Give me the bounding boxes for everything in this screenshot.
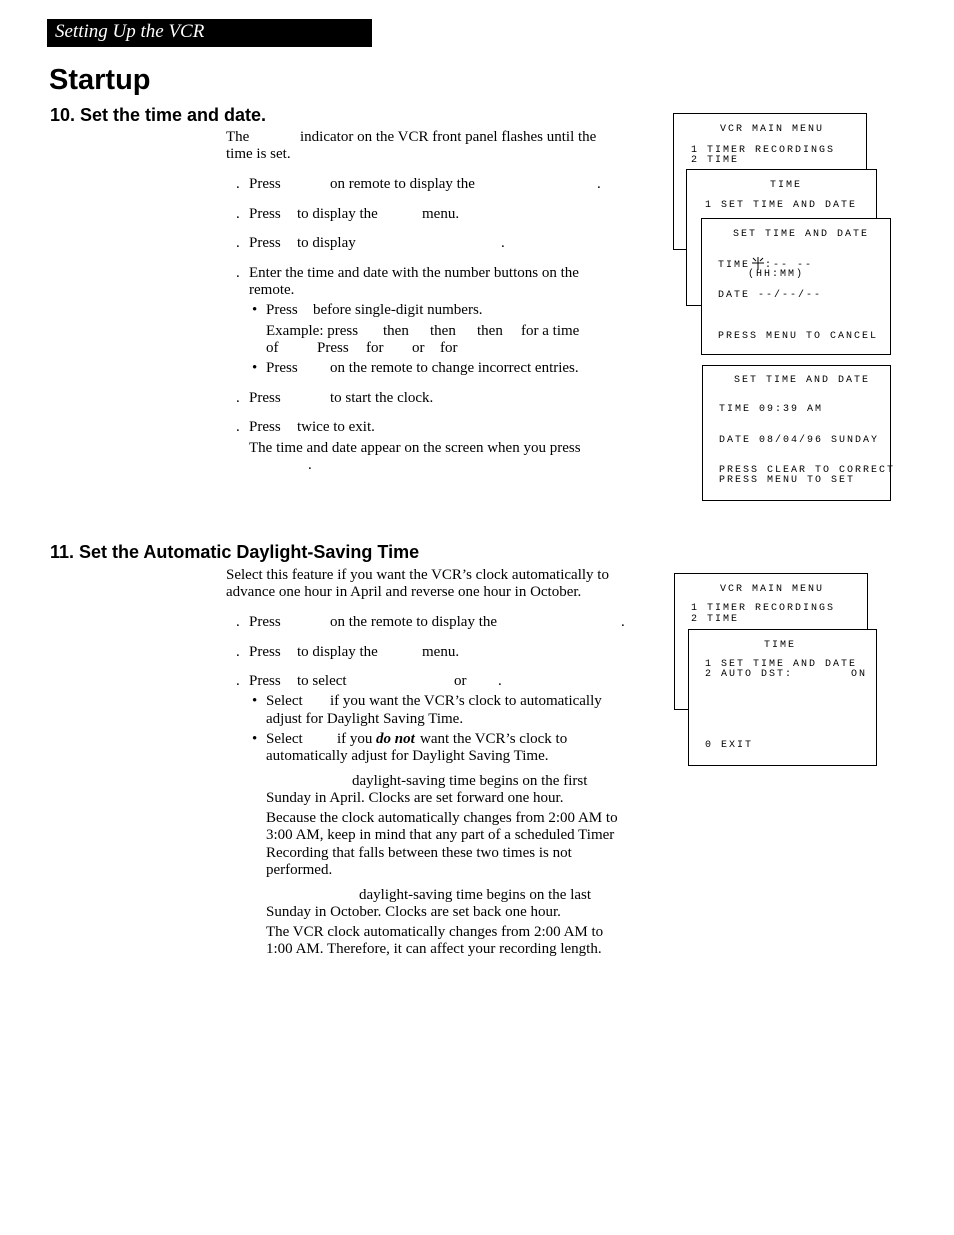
- bullet-text: automatically adjust for Daylight Saving Time.: [266, 748, 549, 764]
- step-text: Press: [249, 644, 281, 660]
- note-text: daylight-saving time begins on the last: [359, 887, 592, 903]
- note-text: Because the clock automatically changes from 2:00 AM to: [266, 810, 618, 826]
- step-text: Enter the time and date with the number buttons on the: [249, 265, 579, 281]
- step-text: to display the: [297, 644, 378, 660]
- screen-title: TIME: [764, 640, 797, 651]
- note-text: The VCR clock automatically changes from 2:00 AM to: [266, 924, 604, 940]
- step-text: .: [597, 176, 601, 192]
- intro-word: The: [226, 129, 250, 145]
- bullet: •: [252, 360, 258, 376]
- step-text: to start the clock.: [330, 390, 434, 406]
- screen-title: TIME: [770, 180, 803, 191]
- example-text: then: [477, 323, 503, 339]
- bullet-text: Press: [266, 302, 298, 318]
- step-text: to display: [297, 235, 356, 251]
- note-text: daylight-saving time begins on the first: [352, 773, 588, 789]
- bullet-text: want the VCR’s clock to: [420, 731, 568, 747]
- step-dot: .: [236, 673, 240, 689]
- step-text: Press: [249, 235, 281, 251]
- bullet-text: before single-digit numbers.: [313, 302, 483, 318]
- menu-option: 1 SET TIME AND DATE: [705, 659, 858, 670]
- example-text: then: [430, 323, 456, 339]
- step-note: .: [308, 457, 312, 473]
- time-field: TIME 09:39 AM: [719, 404, 824, 415]
- screen-title: SET TIME AND DATE: [733, 229, 870, 240]
- step-text: menu.: [422, 206, 460, 222]
- note-text: performed.: [266, 862, 333, 878]
- page-title: Startup: [49, 64, 151, 96]
- example-text: for a time: [521, 323, 580, 339]
- dst-value: ON: [851, 669, 868, 680]
- step-text: .: [498, 673, 502, 689]
- section-header-text: Setting Up the VCR: [55, 21, 205, 42]
- note-text: Recording that falls between these two times is not: [266, 845, 572, 861]
- step-text: .: [501, 235, 505, 251]
- bullet-text: Press: [266, 360, 298, 376]
- step-text: Press: [249, 390, 281, 406]
- menu-option: 1 TIMER RECORDINGS: [691, 603, 836, 614]
- example-text: of: [266, 340, 279, 356]
- date-field: DATE --/--/--: [718, 290, 823, 301]
- step11-heading: 11. Set the Automatic Daylight-Saving Time: [50, 542, 420, 562]
- time-label: TIME: [718, 260, 751, 271]
- step10-heading: 10. Set the time and date.: [50, 105, 267, 125]
- intro-line2: time is set.: [226, 146, 291, 162]
- step-text: menu.: [422, 644, 460, 660]
- date-field: DATE 08/04/96 SUNDAY: [719, 435, 880, 446]
- intro-line1: Select this feature if you want the VCR’s clock automatically to: [226, 567, 609, 583]
- intro-line1: indicator on the VCR front panel flashes until the: [300, 129, 597, 145]
- time-value: :-- --: [765, 260, 814, 271]
- screen-footer: PRESS MENU TO CANCEL: [718, 331, 879, 342]
- step-dot: .: [236, 390, 240, 406]
- step-dot: .: [236, 644, 240, 660]
- bullet-text: on the remote to change incorrect entries.: [330, 360, 579, 376]
- step-dot: .: [236, 614, 240, 630]
- bullet-text: adjust for Daylight Saving Time.: [266, 711, 464, 727]
- step-text: or: [454, 673, 467, 689]
- bullet: •: [252, 693, 258, 709]
- set-time-blank-screen: [701, 218, 891, 355]
- step-text: remote.: [249, 282, 295, 298]
- step-text: Press: [249, 206, 281, 222]
- screen-footer: PRESS MENU TO SET: [719, 475, 856, 486]
- step-dot: .: [236, 265, 240, 281]
- step-text: on remote to display the: [330, 176, 475, 192]
- menu-option: 1 TIMER RECORDINGS: [691, 145, 836, 156]
- example-text: Example: press: [266, 323, 359, 339]
- intro-line2: advance one hour in April and reverse one hour in October.: [226, 584, 582, 600]
- time-menu-screen: [688, 629, 877, 766]
- bullet-text: if you: [337, 731, 373, 747]
- step-dot: .: [236, 176, 240, 192]
- bullet-emphasis: do not: [376, 731, 415, 747]
- step-dot: .: [236, 206, 240, 222]
- step-text: Press: [249, 673, 281, 689]
- example-text: then: [383, 323, 409, 339]
- time-hint: (HH:MM): [748, 269, 805, 280]
- note-text: 1:00 AM. Therefore, it can affect your recording length.: [266, 941, 602, 957]
- menu-option: 2 TIME: [691, 614, 740, 625]
- step-text: Press: [249, 176, 281, 192]
- step-text: on the remote to display the: [330, 614, 498, 630]
- menu-option: 2 TIME: [691, 155, 740, 166]
- exit-option: 0 EXIT: [705, 740, 754, 751]
- example-text: for: [440, 340, 458, 356]
- bullet-text: Select: [266, 693, 303, 709]
- bullet-text: if you want the VCR’s clock to automatically: [330, 693, 602, 709]
- bullet-text: Select: [266, 731, 303, 747]
- example-text: or: [412, 340, 425, 356]
- example-text: for: [366, 340, 384, 356]
- step-text: to select: [297, 673, 347, 689]
- bullet: •: [252, 731, 258, 747]
- step-text: .: [621, 614, 625, 630]
- step-text: to display the: [297, 206, 378, 222]
- step-text: twice to exit.: [297, 419, 375, 435]
- screen-footer: PRESS CLEAR TO CORRECT: [719, 465, 896, 476]
- menu-option: 1 SET TIME AND DATE: [705, 200, 858, 211]
- step-dot: .: [236, 419, 240, 435]
- note-text: Sunday in October. Clocks are set back one hour.: [266, 904, 561, 920]
- step-note: The time and date appear on the screen when you press: [249, 440, 581, 456]
- screen-title: VCR MAIN MENU: [720, 124, 825, 135]
- bullet: •: [252, 302, 258, 318]
- step-dot: .: [236, 235, 240, 251]
- note-text: 3:00 AM, keep in mind that any part of a scheduled Timer: [266, 827, 615, 843]
- screen-title: VCR MAIN MENU: [720, 584, 825, 595]
- step-text: Press: [249, 419, 281, 435]
- screen-title: SET TIME AND DATE: [734, 375, 871, 386]
- section-header-bar: [47, 19, 372, 47]
- note-text: Sunday in April. Clocks are set forward one hour.: [266, 790, 564, 806]
- set-time-filled-screen: [702, 365, 896, 501]
- example-text: Press: [317, 340, 349, 356]
- menu-option: 2 AUTO DST:: [705, 669, 794, 680]
- step-text: Press: [249, 614, 281, 630]
